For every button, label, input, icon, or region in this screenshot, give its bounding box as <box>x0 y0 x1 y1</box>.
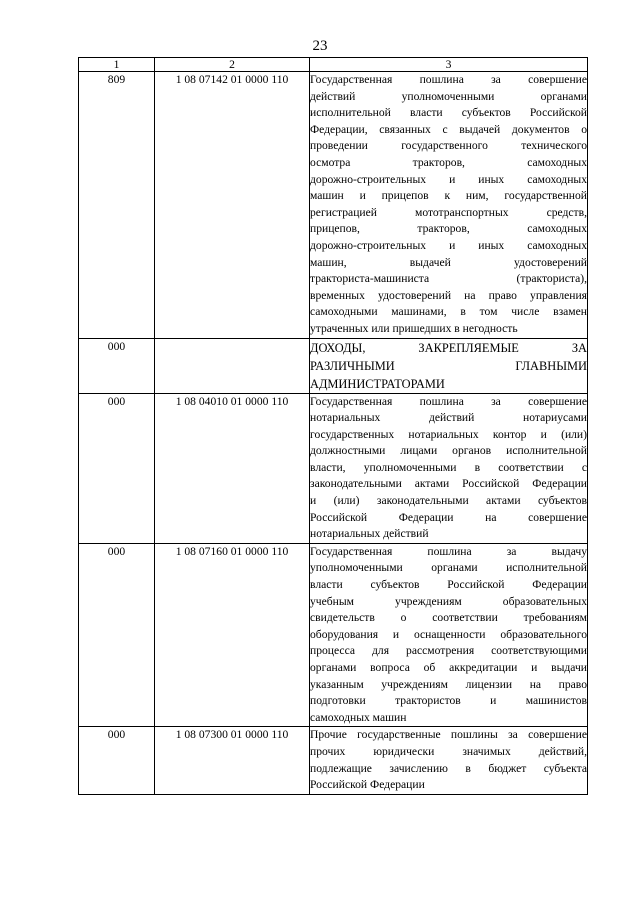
description-line: проведении государственного технического <box>310 139 587 153</box>
admin-code-cell: 000 <box>79 727 155 794</box>
description-line: РАЗЛИЧНЫМИ ГЛАВНЫМИ <box>310 358 587 373</box>
description-line: машин и прицепов к ним, государственной <box>310 189 587 203</box>
description-line: Государственная пошлина за совершение <box>310 73 587 86</box>
description-line: государственных нотариальных контор и (или) <box>310 427 587 441</box>
description-line: уполномоченными органами исполнительной <box>310 561 587 575</box>
description-line: Государственная пошлина за совершение <box>310 394 587 408</box>
description-line: подлежащие зачислению в бюджет субъекта <box>310 761 587 775</box>
description-line: исполнительной власти субъектов Российской <box>310 106 587 120</box>
description-cell <box>310 727 588 794</box>
table-row <box>79 727 588 794</box>
header-col-2: 2 <box>155 58 310 72</box>
description-line: власти, уполномоченными в соответствии с <box>310 460 587 474</box>
budget-code-cell: 1 08 07142 01 0000 110 <box>155 72 310 339</box>
table-row <box>79 72 588 339</box>
table-row <box>79 543 588 727</box>
admin-code-cell: 000 <box>79 393 155 543</box>
description-line: законодательными актами Российской Федерации <box>310 477 587 491</box>
description-line: АДМИНИСТРАТОРАМИ <box>310 376 445 391</box>
description-line: власти субъектов Российской Федерации <box>310 578 587 592</box>
table-row <box>79 338 588 393</box>
budget-code-cell: 1 08 07300 01 0000 110 <box>155 727 310 794</box>
description-line: должностными лицами органов исполнительной <box>310 444 587 458</box>
description-line: прицепов, тракторов, самоходных <box>310 222 587 236</box>
description-cell <box>310 72 588 339</box>
description-line: подготовки трактористов и машинистов <box>310 694 587 708</box>
description-line: органами вопроса об аккредитации и выдачи <box>310 661 587 674</box>
description-line: ДОХОДЫ, ЗАКРЕПЛЯЕМЫЕ ЗА <box>310 340 587 355</box>
description-cell <box>310 543 588 727</box>
revenue-table <box>78 57 588 795</box>
description-line: действий уполномоченными органами <box>310 89 587 103</box>
description-cell <box>310 393 588 543</box>
description-line: Федерации, связанных с выдачей документов о <box>310 122 587 136</box>
page-number: 23 <box>312 38 328 54</box>
header-col-1: 1 <box>79 58 155 72</box>
description-line: указанным учреждениям лицензии на право <box>310 677 587 691</box>
description-line: тракториста-машиниста (тракториста), <box>310 272 587 286</box>
table-header-row <box>79 58 588 72</box>
description-line: осмотра тракторов, самоходных <box>310 155 587 169</box>
admin-code-cell: 000 <box>79 338 155 393</box>
description-line: самоходных машин <box>310 710 407 724</box>
description-line: процесса для рассмотрения соответствующими <box>310 644 587 658</box>
description-line: и (или) законодательными актами субъектов <box>310 494 587 508</box>
description-line: нотариальных действий нотариусами <box>310 411 587 425</box>
description-line: Государственная пошлина за выдачу <box>310 544 587 558</box>
description-line: дорожно-строительных и иных самоходных <box>310 238 587 252</box>
description-line: Российской Федерации на совершение <box>310 510 587 524</box>
header-col-3: 3 <box>310 58 588 72</box>
description-line: учебным учреждениям образовательных <box>310 594 587 608</box>
description-line: временных удостоверений на право управления <box>310 288 587 302</box>
description-line: самоходными машинами, в том числе взамен <box>310 305 587 319</box>
admin-code-cell: 809 <box>79 72 155 339</box>
budget-code-cell: 1 08 04010 01 0000 110 <box>155 393 310 543</box>
description-line: Прочие государственные пошлины за совершение <box>310 728 587 742</box>
description-line: дорожно-строительных и иных самоходных <box>310 172 587 186</box>
description-line: машин, выдачей удостоверений <box>310 255 587 269</box>
admin-code-cell: 000 <box>79 543 155 727</box>
description-line: прочих юридически значимых действий, <box>310 744 587 758</box>
description-line: свидетельств о соответствии требованиям <box>310 611 587 625</box>
description-cell <box>310 338 588 393</box>
budget-code-cell: 1 08 07160 01 0000 110 <box>155 543 310 727</box>
budget-code-cell <box>155 338 310 393</box>
description-line: оборудования и оснащенности образовательного <box>310 627 587 641</box>
description-line: нотариальных действий <box>310 527 429 541</box>
table-body <box>79 58 588 795</box>
description-line: Российской Федерации <box>310 778 425 792</box>
table-row <box>79 393 588 543</box>
description-line: утраченных или пришедших в негодность <box>310 321 518 335</box>
description-line: регистрацией мототранспортных средств, <box>310 205 587 219</box>
